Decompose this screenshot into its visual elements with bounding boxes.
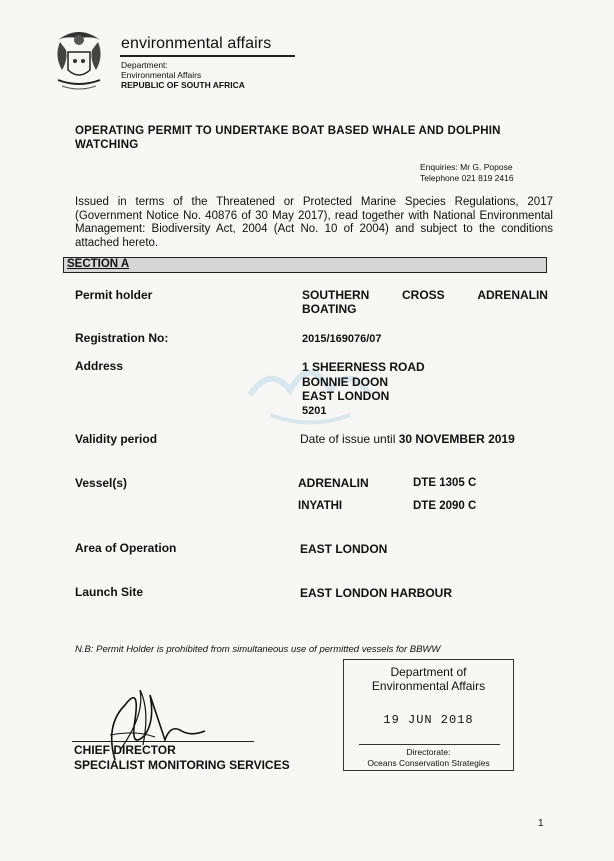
- vessel-2-reg: DTE 2090 C: [413, 500, 477, 512]
- permit-holder-value-line1: [302, 288, 548, 302]
- dept-line-2: Environmental Affairs: [121, 70, 202, 80]
- vessels-label: Vessel(s): [75, 476, 128, 490]
- header-rule: [120, 55, 295, 57]
- permit-title: OPERATING PERMIT TO UNDERTAKE BOAT BASED WHALE AND DOLPHIN WATCHING: [75, 125, 501, 151]
- signatory-unit: SPECIALIST MONITORING SERVICES: [74, 758, 290, 772]
- permit-holder-value-line2: BOATING: [302, 302, 357, 316]
- section-a-bar: [63, 257, 547, 273]
- address-line-3: EAST LONDON: [302, 389, 390, 403]
- coat-of-arms-logo: [50, 26, 108, 94]
- validity-prefix: Date of issue until: [300, 432, 399, 446]
- permit-holder-word-3: ADRENALIN: [477, 288, 548, 302]
- validity-date: 30 NOVEMBER 2019: [398, 432, 515, 446]
- address-line-1: 1 SHEERNESS ROAD: [302, 360, 425, 374]
- address-label: Address: [75, 359, 124, 373]
- department-stamp: [343, 659, 514, 771]
- signature-rule: [72, 741, 254, 742]
- area-value: EAST LONDON: [300, 542, 388, 556]
- stamp-line-2: Environmental Affairs: [371, 679, 486, 693]
- department-lines: [121, 60, 245, 90]
- stamp-header: [344, 665, 513, 693]
- vessel-2-name: INYATHI: [298, 500, 343, 512]
- stamp-line-1: Department of: [390, 665, 467, 679]
- registration-label: Registration No:: [75, 331, 169, 345]
- issued-statement: Issued in terms of the Threatened or Protected Marine Species Regulations, 2017 (Government Notice No. 40876 of 30 May 2017), read together with National Environmental Management: Biodiversity Act, 2004 (Act No. 10 of 2004) and subject to the conditions attached hereto.: [75, 196, 553, 249]
- launch-value: EAST LONDON HARBOUR: [300, 586, 452, 600]
- page-number: 1: [538, 818, 544, 829]
- area-label: Area of Operation: [75, 541, 177, 555]
- enquiries-block: [420, 162, 514, 184]
- department-title: environmental affairs: [121, 35, 272, 52]
- stamp-oceans: Oceans Conservation Strategies: [367, 758, 490, 768]
- validity-label: Validity period: [75, 432, 158, 446]
- permit-holder-label: Permit holder: [75, 288, 153, 302]
- nb-note: N.B: Permit Holder is prohibited from simultaneous use of permitted vessels for BBWW: [75, 644, 441, 655]
- stamp-date: 19 JUN 2018: [383, 713, 474, 727]
- permit-holder-word-1: SOUTHERN: [302, 288, 370, 302]
- signatory-title: CHIEF DIRECTOR: [74, 743, 176, 757]
- enquiries-telephone: Telephone 021 819 2416: [420, 173, 514, 183]
- vessel-1-name: ADRENALIN: [298, 476, 369, 490]
- launch-label: Launch Site: [75, 585, 144, 599]
- enquiries-contact: Enquiries: Mr G. Popose: [420, 162, 513, 172]
- section-a-label: SECTION A: [67, 258, 130, 270]
- address-line-4: 5201: [302, 405, 327, 417]
- vessel-1-reg: DTE 1305 C: [413, 477, 477, 489]
- address-line-2: BONNIE DOON: [302, 375, 389, 389]
- stamp-directorate: Directorate:: [406, 747, 451, 757]
- stamp-rule: [359, 744, 500, 745]
- dept-line-3: REPUBLIC OF SOUTH AFRICA: [121, 80, 245, 90]
- registration-value: 2015/169076/07: [302, 333, 382, 345]
- permit-holder-word-2: CROSS: [401, 288, 445, 302]
- validity-value: [300, 432, 515, 447]
- dept-line-1: Department:: [121, 60, 168, 70]
